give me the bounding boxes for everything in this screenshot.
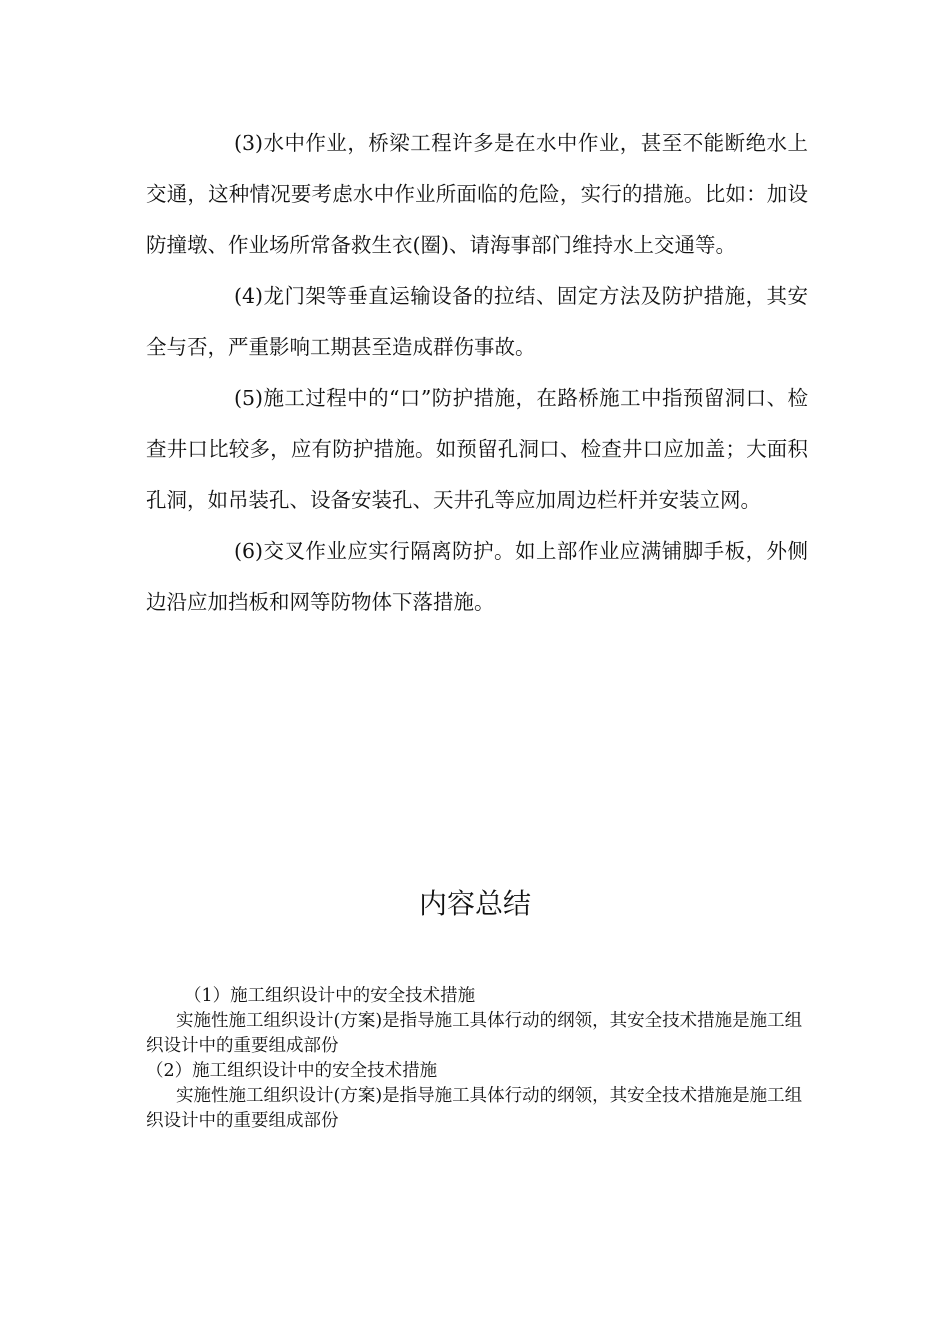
paragraph-indent — [146, 284, 234, 308]
body-text — [146, 118, 808, 628]
paragraph-text: (4)龙门架等垂直运输设备的拉结、固定方法及防护措施，其安全与否，严重影响工期甚至造成群伤事故。 — [146, 284, 808, 359]
paragraph-cross-operations — [146, 526, 808, 628]
summary-item2-body: 实施性施工组织设计(方案)是指导施工具体行动的纲领，其安全技术措施是施工组织设计中的重要组成部份 — [146, 1086, 803, 1131]
paragraph-indent — [146, 131, 234, 155]
summary-title: 内容总结 — [418, 887, 531, 920]
paragraph-indent — [146, 539, 234, 563]
paragraph-water-operations — [146, 118, 808, 271]
paragraph-text: (5)施工过程中的“口”防护措施，在路桥施工中指预留洞口、检查井口比较多，应有防护措施。如预留孔洞口、检查井口应加盖；大面积孔洞，如吊装孔、设备安装孔、天井孔等应加周边栏杆并安装立网。 — [146, 386, 808, 512]
summary-item1-heading: （1）施工组织设计中的安全技术措施 — [184, 986, 476, 1006]
paragraph-indent — [146, 386, 234, 410]
paragraph-gantry-crane — [146, 271, 808, 373]
paragraph-text: (6)交叉作业应实行隔离防护。如上部作业应满铺脚手板，外侧边沿应加挡板和网等防物体下落措施。 — [146, 539, 808, 614]
paragraph-text: (3)水中作业，桥梁工程许多是在水中作业，甚至不能断绝水上交通，这种情况要考虑水中作业所面临的危险，实行的措施。比如：加设防撞墩、作业场所常备救生衣(圈)、请海事部门维持水上交通等。 — [146, 131, 808, 257]
paragraph-opening-protection — [146, 373, 808, 526]
summary-item2-heading: （2）施工组织设计中的安全技术措施 — [146, 1061, 438, 1081]
summary-section — [146, 984, 808, 1134]
summary-item1-body: 实施性施工组织设计(方案)是指导施工具体行动的纲领，其安全技术措施是施工组织设计中的重要组成部份 — [146, 1011, 803, 1056]
